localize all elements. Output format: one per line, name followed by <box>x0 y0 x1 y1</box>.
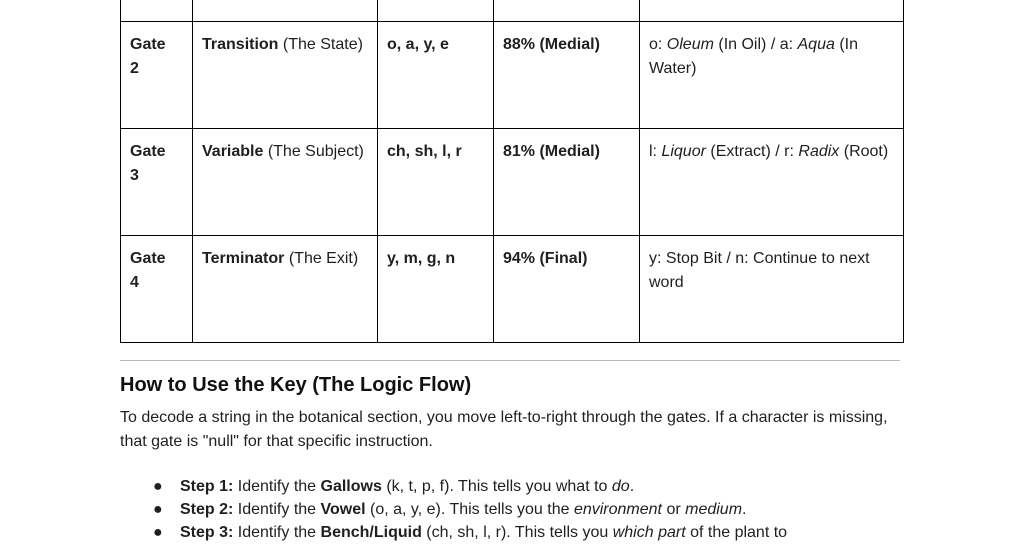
step-text: Identify the <box>233 478 321 495</box>
example-b-prefix: r: <box>784 143 799 160</box>
gate-label: Gate <box>130 143 166 160</box>
section-heading: How to Use the Key (The Logic Flow) <box>120 374 472 396</box>
freq-cell <box>494 236 640 343</box>
step-term: Gallows <box>320 478 382 495</box>
step-text: or <box>662 501 686 518</box>
example-cell <box>640 236 904 343</box>
table-row <box>121 22 904 129</box>
list-item <box>120 498 904 521</box>
step-text: (k, t, p, f). This tells you what to <box>381 478 612 495</box>
gate-number: 3 <box>130 167 139 184</box>
step-label: Step 3: <box>180 524 234 541</box>
chars-cell <box>378 129 494 236</box>
example-cell <box>640 129 904 236</box>
example-b-term: Aqua <box>797 36 835 53</box>
gate-cell <box>121 0 193 22</box>
gate-key-table <box>120 0 904 343</box>
role-cell <box>193 22 378 129</box>
example-a-term: Liquor <box>661 143 706 160</box>
role-cell <box>193 129 378 236</box>
freq-value: 94% (Final) <box>503 250 588 267</box>
example-a-gloss: (In Oil) / <box>713 36 780 53</box>
role-name: Terminator <box>202 250 285 267</box>
gate-label: Gate <box>130 250 166 267</box>
step-text: (o, a, y, e). This tells you the <box>365 501 574 518</box>
example-a-gloss: (Extract) / <box>705 143 785 160</box>
freq-cell <box>494 0 640 22</box>
step-term: Bench/Liquid <box>320 524 422 541</box>
step-emphasis: environment <box>573 501 662 518</box>
gate-label: Gate <box>130 36 166 53</box>
role-desc: (The Exit) <box>284 250 359 267</box>
bullet-icon: ● <box>153 501 163 518</box>
step-term: Vowel <box>320 501 366 518</box>
example-a-prefix: l: <box>649 143 662 160</box>
example-b-gloss: (In Water) <box>649 36 858 77</box>
step-text: . <box>742 501 747 518</box>
freq-value: 81% (Medial) <box>503 143 600 160</box>
example-b-prefix: a: <box>779 36 798 53</box>
step-emphasis: do <box>611 478 630 495</box>
step-text: Identify the <box>233 501 321 518</box>
example-cell <box>640 22 904 129</box>
step-emphasis: which part <box>612 524 686 541</box>
chars-cell <box>378 236 494 343</box>
example-b-gloss: (Root) <box>839 143 889 160</box>
example-cell <box>640 0 904 22</box>
table-row <box>121 129 904 236</box>
role-name: Variable <box>202 143 264 160</box>
chars-value: ch, sh, l, r <box>387 143 462 160</box>
gate-cell <box>121 22 193 129</box>
step-label: Step 1: <box>180 478 234 495</box>
section-paragraph: To decode a string in the botanical section, you move left-to-right through the gates. If a character is missing, that gate is "null" for that specific instruction. <box>120 409 888 450</box>
role-cell <box>193 236 378 343</box>
role-desc: (The Subject) <box>263 143 364 160</box>
step-emphasis: medium <box>685 501 743 518</box>
horizontal-rule <box>120 360 900 361</box>
bullet-icon: ● <box>153 478 163 495</box>
example-b-term: Radix <box>798 143 840 160</box>
table-row <box>121 0 904 22</box>
role-desc: (The State) <box>278 36 363 53</box>
list-item <box>120 475 904 498</box>
step-text: . <box>629 478 635 495</box>
gate-number: 2 <box>130 60 139 77</box>
gate-cell <box>121 236 193 343</box>
chars-cell <box>378 22 494 129</box>
example-a-prefix: y: Stop Bit / n: Continue to next word <box>649 250 870 291</box>
chars-value: y, m, g, n <box>387 250 456 267</box>
chars-value: o, a, y, e <box>387 36 449 53</box>
role-name: Transition <box>202 36 279 53</box>
list-item <box>120 521 904 544</box>
freq-cell <box>494 22 640 129</box>
steps-list <box>120 475 904 544</box>
step-text: of the plant to <box>685 524 788 541</box>
step-text: (ch, sh, l, r). This tells you <box>421 524 613 541</box>
example-a-prefix: o: <box>649 36 667 53</box>
bullet-icon: ● <box>153 524 163 541</box>
table-row <box>121 236 904 343</box>
chars-cell <box>378 0 494 22</box>
step-label: Step 2: <box>180 501 234 518</box>
role-cell <box>193 0 378 22</box>
gate-cell <box>121 129 193 236</box>
step-text: Identify the <box>233 524 321 541</box>
freq-value: 88% (Medial) <box>503 36 600 53</box>
gate-number: 4 <box>130 274 139 291</box>
example-a-term: Oleum <box>666 36 714 53</box>
freq-cell <box>494 129 640 236</box>
